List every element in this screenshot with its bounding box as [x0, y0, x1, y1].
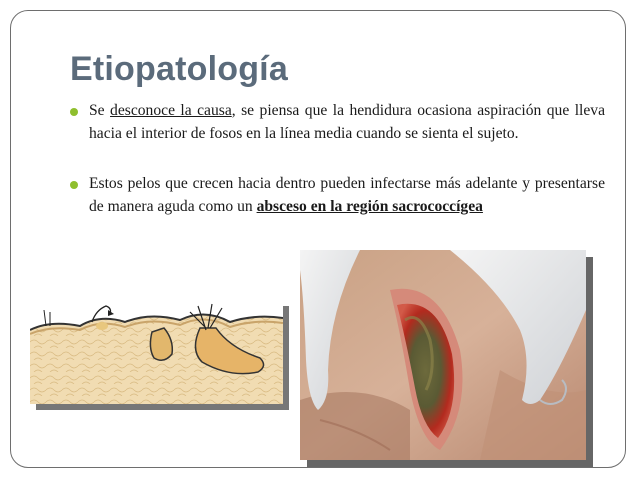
bullet-text-pre: Estos pelos que crecen hacia dentro pueden infectarse más adelante y presentarse de manera aguda como un [89, 175, 605, 215]
bullet-list [70, 100, 605, 246]
slide-title: Etiopatología [70, 50, 288, 88]
bullet-text-pre: Se [89, 102, 111, 119]
bullet-item-infection [70, 173, 605, 218]
skin-cross-section-illustration [30, 300, 283, 404]
skin-diagram-image [30, 300, 283, 404]
clinical-photo-image [300, 250, 586, 460]
bullet-dot-icon [70, 108, 78, 116]
bullet-text-emphasis: absceso en la región sacrococcígea [256, 197, 483, 215]
bullet-text-post: , se piensa que la hendidura ocasiona aspiración que lleva hacia el interior de fosos en la línea media cuando se sienta el sujeto. [89, 102, 606, 142]
sacrococcygeal-abscess-photo [300, 250, 586, 460]
bullet-dot-icon [70, 181, 78, 189]
bullet-text-underlined: desconoce la causa [110, 102, 232, 119]
bullet-item-cause [70, 100, 605, 145]
